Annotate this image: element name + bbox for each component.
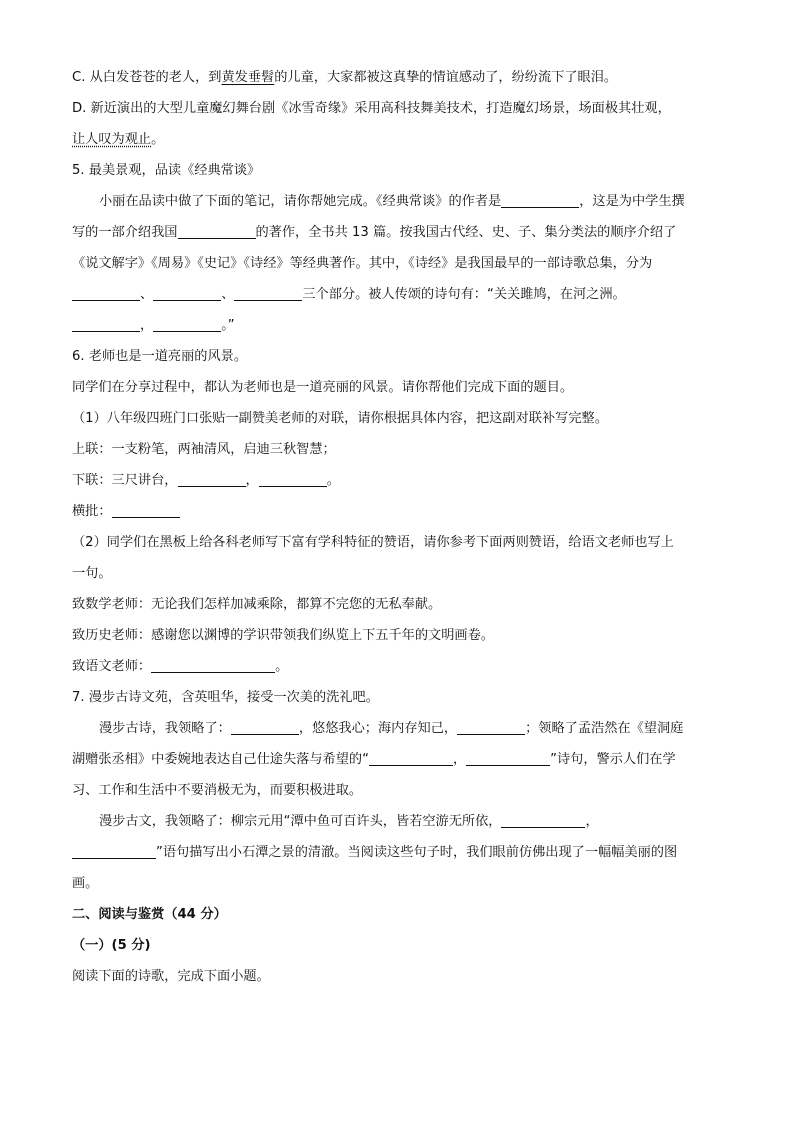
q6-blank-lower1[interactable] xyxy=(178,470,246,487)
option-d-dotted-idiom: 让人叹为观止 xyxy=(72,132,152,147)
q5-line2 xyxy=(72,217,722,248)
q6-upper-couplet: 上联：一支粉笔，两袖清风，启迪三秋智慧； xyxy=(72,442,336,457)
exam-page xyxy=(72,62,722,992)
option-c-underlined-idiom: 黄发垂髫 xyxy=(221,70,275,85)
q6-lower-b: ， xyxy=(245,473,259,488)
q7-l5a: ”语句描写出小石潭之景的清澈。当阅读这些句子时，我们眼前仿佛出现了一幅幅美丽的图 xyxy=(156,845,678,860)
q5-blank-part2[interactable] xyxy=(153,284,221,301)
q7-line4 xyxy=(72,806,722,837)
q7-blank-verse1[interactable] xyxy=(231,718,299,735)
q7-line2 xyxy=(72,744,722,775)
q5-l4b: 、 xyxy=(221,287,235,302)
q7-l1c: ；领略了孟浩然在《望洞庭 xyxy=(525,721,684,736)
option-d-line2-suffix: 。 xyxy=(151,132,165,147)
q5-line4 xyxy=(72,279,722,310)
q7-blank-verse6[interactable] xyxy=(72,842,156,859)
q5-blank-topic[interactable] xyxy=(178,222,256,239)
q7-blank-verse4[interactable] xyxy=(466,749,550,766)
q5-title: 5. 最美景观，品读《经典常谈》 xyxy=(72,163,261,178)
q5-l1b: ，这是为中学生撰 xyxy=(579,194,685,209)
q7-l2c: ”诗句，警示人们在学 xyxy=(550,752,676,767)
q6-horizontal-scroll xyxy=(72,496,722,527)
q5-line5 xyxy=(72,310,722,341)
q6-chinese-b: 。 xyxy=(275,659,289,674)
q7-line6: 画。 xyxy=(72,876,99,891)
q7-l4a: 漫步古文，我领略了：柳宗元用“潭中鱼可百许头，皆若空游无所依， xyxy=(99,814,502,829)
option-c-prefix: C. 从白发苍苍的老人，到 xyxy=(72,70,222,85)
q6-chinese-a: 致语文老师： xyxy=(72,659,152,674)
section2-title: 二、阅读与鉴赏（44 分） xyxy=(72,907,227,922)
option-d-line1: D. 新近演出的大型儿童魔幻舞台剧《冰雪奇缘》采用高科技舞美技术，打造魔幻场景，场面极其壮观， xyxy=(72,101,671,116)
q6-chinese-praise xyxy=(72,651,722,682)
option-c xyxy=(72,62,722,93)
q6-blank-lower2[interactable] xyxy=(259,470,327,487)
q7-blank-verse3[interactable] xyxy=(369,749,453,766)
option-c-suffix: 的儿童，大家都被这真挚的情谊感动了，纷纷流下了眼泪。 xyxy=(274,70,618,85)
q6-lower-couplet xyxy=(72,465,722,496)
q5-line1 xyxy=(72,186,722,217)
q6-lower-c: 。 xyxy=(326,473,340,488)
q7-l2b: ， xyxy=(452,752,467,767)
q7-line1 xyxy=(72,713,722,744)
q6-history-praise: 致历史老师：感谢您以渊博的学识带领我们纵览上下五千年的文明画卷。 xyxy=(72,628,494,643)
q5-blank-verse1[interactable] xyxy=(72,315,140,332)
q5-blank-verse2[interactable] xyxy=(153,315,221,332)
q6-part1: （1）八年级四班门口张贴一副赞美老师的对联，请你根据具体内容，把这副对联补写完整。 xyxy=(72,411,608,426)
q6-blank-horizontal[interactable] xyxy=(112,501,180,518)
q6-part2-line1: （2）同学们在黑板上给各科老师写下富有学科特征的赞语，请你参考下面两则赞语，给语文老师也写上 xyxy=(72,535,674,550)
q7-line5 xyxy=(72,837,722,868)
q5-l5b: 。” xyxy=(221,318,235,333)
q6-math-praise: 致数学老师：无论我们怎样加减乘除，都算不完您的无私奉献。 xyxy=(72,597,442,612)
q7-l2a: 湖赠张丞相》中委婉地表达自己仕途失落与希望的“ xyxy=(72,752,369,767)
q7-blank-verse5[interactable] xyxy=(501,811,585,828)
q5-blank-part1[interactable] xyxy=(72,284,140,301)
q5-l4c: 三个部分。被人传颂的诗句有：“关关雎鸠，在河之洲。 xyxy=(302,287,626,302)
q5-l1a: 小丽在品读中做了下面的笔记，请你帮她完成。《经典常谈》的作者是 xyxy=(99,194,502,209)
q6-part2-line2: 一句。 xyxy=(72,566,112,581)
q6-intro: 同学们在分享过程中，都认为老师也是一道亮丽的风景。请你帮他们完成下面的题目。 xyxy=(72,380,574,395)
section2-instruction: 阅读下面的诗歌，完成下面小题。 xyxy=(72,969,270,984)
q6-title: 6. 老师也是一道亮丽的风景。 xyxy=(72,349,248,364)
q6-blank-chinese[interactable] xyxy=(151,656,275,673)
q5-l5a: ， xyxy=(140,318,154,333)
q6-lower-a: 下联：三尺讲台， xyxy=(72,473,178,488)
q7-l4b: ， xyxy=(585,814,599,829)
q7-l1b: ，悠悠我心；海内存知己， xyxy=(298,721,458,736)
q7-title: 7. 漫步古诗文苑，含英咀华，接受一次美的洗礼吧。 xyxy=(72,690,379,705)
q5-l2a: 写的一部介绍我国 xyxy=(72,225,178,240)
q6-horizontal-label: 横批： xyxy=(72,504,112,519)
q5-l4a: 、 xyxy=(140,287,154,302)
q7-blank-verse2[interactable] xyxy=(457,718,525,735)
section2-subtitle: （一）(5 分) xyxy=(72,938,151,953)
q7-line3: 习、工作和生活中不要消极无为，而要积极进取。 xyxy=(72,783,363,798)
q5-line3: 《说文解字》《周易》《史记》《诗经》等经典著作。其中，《诗经》是我国最早的一部诗歌总集，分为 xyxy=(72,256,653,271)
q5-l2b: 的著作，全书共 13 篇。按我国古代经、史、子、集分类法的顺序介绍了 xyxy=(255,225,677,240)
option-d-line2 xyxy=(72,124,722,155)
q5-blank-author[interactable] xyxy=(501,191,579,208)
q5-blank-part3[interactable] xyxy=(234,284,302,301)
q7-l1a: 漫步古诗，我领略了： xyxy=(99,721,231,736)
